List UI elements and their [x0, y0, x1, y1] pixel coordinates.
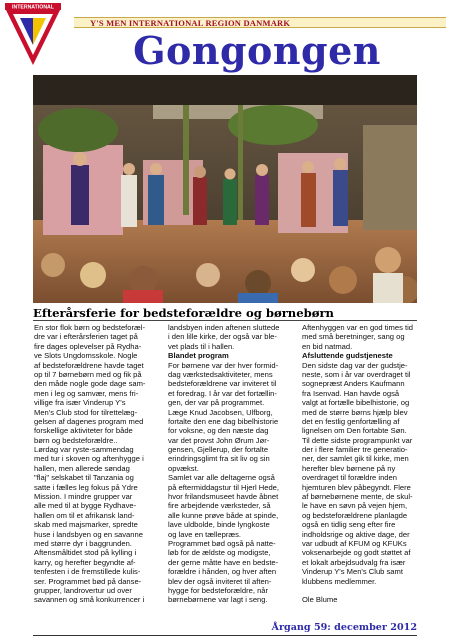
article-line: erindringsglimt fra sit liv og sin: [168, 454, 270, 464]
article-line: overdraget til forældre inden: [302, 473, 397, 483]
article-line: Men's Club stod for tilrettelæg-: [34, 407, 138, 417]
article-line: der gerne måtte have en bedste-: [168, 557, 279, 567]
newsletter-title: Gongongen: [133, 28, 381, 73]
article-line: Vinderup Y's Men's Club samt: [302, 567, 403, 577]
article-line: alle med til at bygge Rydhave-: [34, 501, 137, 511]
subheading: Blandet program: [168, 351, 229, 361]
article-column-3: [302, 323, 424, 605]
article-line: hygge for bedsteforældre, når: [168, 585, 269, 595]
article-line: vet plads til i hallen.: [168, 341, 235, 351]
article-line: skab med majsmarker, spredte: [34, 520, 138, 530]
article-line: et foredrag. I år var det fortællin-: [168, 388, 277, 398]
article-line: af bedsteforældrene havde taget: [34, 360, 144, 370]
article-line: satte i fælles leg fokus på Ydre: [34, 482, 138, 492]
article-line: blev der også inviteret til aften-: [168, 576, 272, 586]
article-line: indholdsrige og aktive dage, der: [302, 529, 410, 539]
article-line: og lave en tællepræs.: [168, 529, 242, 539]
article-line: tenfesten i de fremstillede kulis-: [34, 567, 141, 577]
article-line: klubbens medlemmer.: [302, 576, 377, 586]
article-headline: Efterårsferie for bedsteforældre og børnebørn: [33, 306, 334, 320]
article-line: Den sidste dag var der gudstje-: [302, 360, 408, 370]
article-line: dag værkstedsaktiviteter, mens: [168, 369, 273, 379]
article-line: Aftensmåltidet stod på kylling i: [34, 548, 137, 558]
article-line: lave uldbolde, binde lyngkoste: [168, 520, 270, 530]
article-line: med små beretninger, sang og: [302, 332, 405, 342]
article-line: var udbudt af KFUM og KFUKs: [302, 538, 407, 548]
article-line: en bid natmad.: [302, 341, 353, 351]
article-line: Læge Knud Jacobsen, Ulfborg,: [168, 407, 273, 417]
article-line: fra Isenvad. Han havde også: [302, 388, 400, 398]
article-line: dre var i efterårsferien taget på: [34, 332, 138, 342]
article-line: børnebørnene var lagt i seng.: [168, 595, 268, 605]
article-line: Aftenhyggen var en god times tid: [302, 323, 414, 332]
article-line: bedsteforældrene var inviteret til: [168, 379, 277, 389]
article-line: børn og bedsteforældre..: [34, 435, 118, 445]
article-line: ve Slots Ungdomsskole. Nogle: [34, 351, 138, 361]
article-line: hvor frilandsmuseet havde åbnet: [168, 492, 279, 502]
article-line: for voksne, og den næste dag: [168, 426, 269, 436]
article-line: herefter blev børnene på ny: [302, 463, 396, 473]
article-line: landsbyen inden aftenen sluttede: [168, 323, 280, 332]
article-line: ner, der samlet gik til kirke, men: [302, 454, 409, 464]
article-line: le have en søvn på vejen hjem,: [302, 501, 408, 511]
article-line: En stor flok børn og bedsteforæl-: [34, 323, 146, 332]
article-line: hjemturen blev påbegyndt. Flere: [302, 482, 411, 492]
article-line: "flaj" selskabet til Tanzania og: [34, 473, 134, 483]
ysmen-logo: [3, 3, 63, 69]
article-line: opvækst.: [168, 463, 199, 473]
article-line: af børnebørnene mente, de skul-: [302, 492, 413, 502]
article-line: det en festlig genfortælling af: [302, 416, 400, 426]
article-line: lignelsen om Den fortabte Søn.: [302, 426, 407, 436]
article-line: men i leg og samvær, mens fri-: [34, 388, 139, 398]
article-line: hallen, men allerede søndag: [34, 463, 130, 473]
subheading: Afsluttende gudstjeneste: [302, 351, 393, 361]
article-line: Ole Blume: [302, 595, 338, 605]
article-column-2: [168, 323, 290, 605]
article-line: fire dages oplevelser på Rydha-: [34, 341, 142, 351]
article-line: villige fra især Vinderup Y's: [34, 398, 126, 408]
article-line: også en tidlig seng efter fire: [302, 520, 396, 530]
article-column-1: [34, 323, 156, 605]
article-line: Mission. I mindre grupper var: [34, 492, 133, 502]
article-line: valgt at fortælle bibelhistorie, og: [302, 398, 410, 408]
article-line: Programmet bød også på natte-: [168, 538, 276, 548]
article-line: savannen og små konkurrencer i: [34, 595, 145, 605]
article-line: alle kunne prøve både at spinde,: [168, 510, 279, 520]
article-line: forskellige aktiviteter for både: [34, 426, 133, 436]
article-line: ser. Programmet bød på danse-: [34, 576, 142, 586]
article-line: [302, 586, 424, 595]
article-line: løb for de ældste og modigste,: [168, 548, 271, 558]
logo-text: INTERNATIONAL: [12, 4, 54, 11]
article-line: og bedsteforældrene planlagde: [302, 510, 408, 520]
article-line: på eftermiddagstur til Hjerl Hede,: [168, 482, 280, 492]
article-line: sognepræst Anders Kaufmann: [302, 379, 405, 389]
article-line: neste, som i år var overdraget til: [302, 369, 411, 379]
article-line: karry, og herefter begyndte af-: [34, 557, 136, 567]
article-line: gen, der var på programmet.: [168, 398, 265, 408]
article-line: den måde nogle gode dage sam-: [34, 379, 146, 389]
article-line: op til 7 børnebørn med og fik på: [34, 369, 142, 379]
article-line: Til dette sidste programpunkt var: [302, 435, 413, 445]
article-line: fortalte den ene dag bibelhistorie: [168, 416, 279, 426]
article-line: et lokalt arbejdsudvalg fra især: [302, 557, 406, 567]
article-line: For børnene var der hver formid-: [168, 360, 279, 370]
footer-divider: [33, 635, 417, 636]
region-banner: Y'S MEN INTERNATIONAL REGION DANMARK: [74, 17, 446, 28]
article-line: i den lille kirke, der også var ble-: [168, 332, 277, 342]
article-line: med tur i skoven og aftenhygge i: [34, 454, 144, 464]
article-line: forældre i hånden, og hver aften: [168, 567, 277, 577]
issue-footer: Årgang 59: december 2012: [271, 622, 417, 633]
article-line: Lørdag var ryste-sammendag: [34, 445, 134, 455]
article-line: grupper, landrovertur ud over: [34, 585, 132, 595]
article-line: var det provst John Ørum Jør-: [168, 435, 270, 445]
headline-divider: [33, 320, 417, 321]
article-line: huse i landsbyen og en savanne: [34, 529, 143, 539]
article-photo: [33, 75, 417, 303]
article-line: gensen, Gjellerup, der fortalte: [168, 445, 269, 455]
article-line: voksenarbejde og godt støttet af: [302, 548, 411, 558]
article-line: fire arbejdende værksteder, så: [168, 501, 271, 511]
stage-performance-photo-icon: [33, 75, 417, 303]
article-line: Samlet var alle deltagerne også: [168, 473, 275, 483]
article-line: gelsen af dagenes program med: [34, 416, 144, 426]
article-line: der i flere familier tre generatio-: [302, 445, 408, 455]
ysmen-triangle-logo-icon: [3, 3, 63, 69]
article-line: hallen om til et afrikansk land-: [34, 510, 135, 520]
article-line: med større dyr i baggrunden.: [34, 538, 132, 548]
article-line: med de større børns hjælp blev: [302, 407, 408, 417]
